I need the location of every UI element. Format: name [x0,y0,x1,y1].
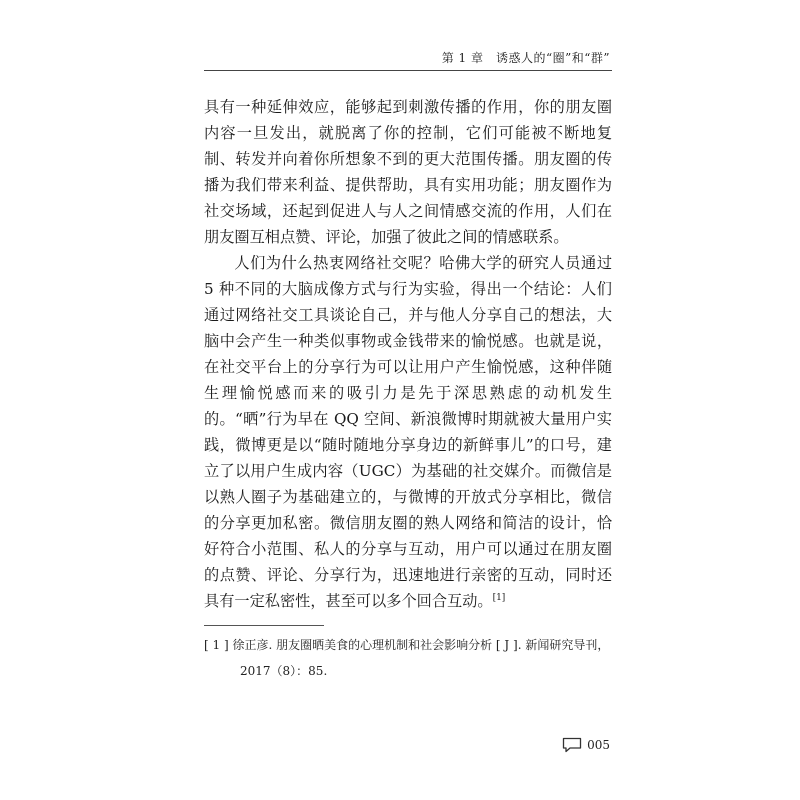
paragraph-1: 具有一种延伸效应，能够起到刺激传播的作用，你的朋友圈内容一旦发出，就脱离了你的控制，它们可能被不断地复制、转发并向着你所想象不到的更大范围传播。朋友圈的传播为我们带来利益、提供帮助，具有实用功能；朋友圈作为社交场域，还起到促进人与人之间情感交流的作用，人们在朋友圈互相点赞、评论，加强了彼此之间的情感联系。 [204,98,612,246]
paragraph-2-text: 人们为什么热衷网络社交呢？哈佛大学的研究人员通过 5 种不同的大脑成像方式与行为实验，得出一个结论：人们通过网络社交工具谈论自己，并与他人分享自己的想法，大脑中会产生一种类似事物或金钱带来的愉悦感。也就是说，在社交平台上的分享行为可以让用户产生愉悦感，这种伴随生理愉悦感而来的吸引力是先于深思熟虑的动机发生的。“晒”行为早在 QQ 空间、新浪微博时期就被大量用户实践，微博更是以“随时随地分享身边的新鲜事儿”的口号，建立了以用户生成内容（UGC）为基础的社交媒介。而微信是以熟人圈子为基础建立的，与微博的开放式分享相比，微信的分享更加私密。微信朋友圈的熟人网络和简洁的设计，恰好符合小范围、私人的分享与互动，用户可以通过在朋友圈的点赞、评论、分享行为，迅速地进行亲密的互动，同时还具有一定私密性，甚至可以多个回合互动。 [204,254,612,610]
footnote [204,632,614,684]
paragraph-2 [204,250,612,614]
footnote-line-1: [ 1 ] 徐正彦. 朋友圈晒美食的心理机制和社会影响分析 [ J ]. 新闻研究导刊， [204,638,610,652]
footnote-line-2: 2017（8）：85. [240,664,328,678]
footnote-reference[interactable]: [1] [492,592,506,603]
running-header: 第 1 章 诱惑人的“圈”和“群” [441,51,610,65]
body-text [204,94,612,614]
header-rule [204,70,612,71]
speech-bubble-icon [562,737,582,753]
page-footer [562,737,610,753]
footnote-rule [204,625,324,626]
page-number: 005 [587,738,610,752]
